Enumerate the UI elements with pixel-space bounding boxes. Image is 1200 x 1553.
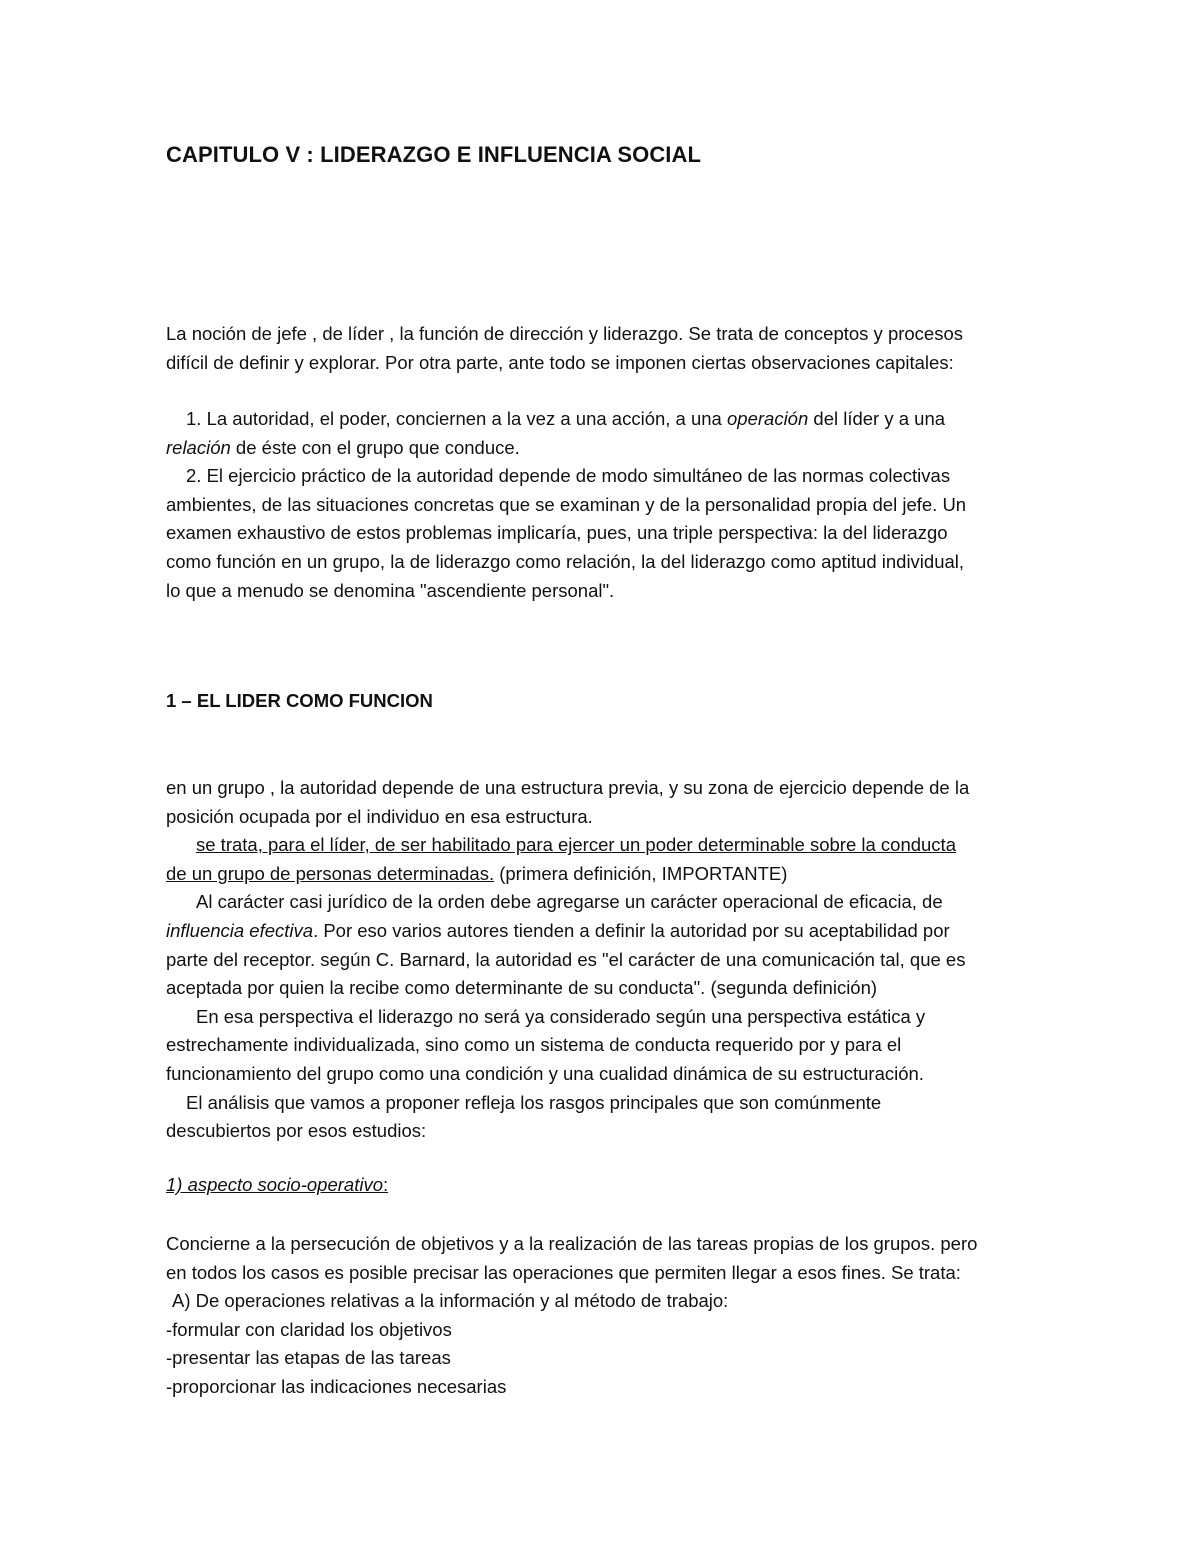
- section-1-p2-line-1: Al carácter casi jurídico de la orden debe agregarse un carácter operacional de eficacia, de: [196, 891, 943, 913]
- numbered-list: [166, 405, 1046, 605]
- list-item-2-line-1: 2. El ejercicio práctico de la autoridad depende de modo simultáneo de las normas colectivas: [186, 465, 951, 487]
- list-item-1-line-2: [166, 434, 1046, 463]
- list-item-1-text-2: de éste con el grupo que conduce.: [230, 436, 520, 458]
- definition-1-line-2: [166, 860, 1046, 889]
- subsection-p1-line-2: en todos los casos es posible precisar las operaciones que permiten llegar a esos fines. Se trata:: [166, 1261, 961, 1283]
- subsection-a-label: A) De operaciones relativas a la información y al método de trabajo:: [172, 1290, 729, 1312]
- intro-line-1: La noción de jefe , de líder , la función de dirección y liderazgo. Se trata de conceptos y procesos: [166, 323, 964, 344]
- list-item: -presentar las etapas de las tareas: [166, 1347, 451, 1369]
- definition-1-underlined: se trata, para el líder, de ser habilitado para ejercer un poder determinable sobre la conducta: [196, 834, 956, 856]
- subsection-heading-line: [166, 1171, 1046, 1200]
- section-1-p2-italic: influencia efectiva: [166, 919, 314, 941]
- section-1-p2-line-4: aceptada por quien la recibe como determinante de su conducta". (segunda definición): [166, 977, 878, 999]
- subsection-heading-colon: :: [382, 1174, 389, 1195]
- list-item-1-text-end: del líder y a una: [808, 408, 946, 429]
- section-1-p3-line-2: estrechamente individualizada, sino como un sistema de conducta requerido por y para el: [166, 1034, 902, 1056]
- list-item-2-line-2: ambientes, de las situaciones concretas que se examinan y de la personalidad propia del jefe. Un: [166, 493, 967, 515]
- definition-1-note: (primera definición, IMPORTANTE): [494, 862, 788, 884]
- section-1-p2-line-3: parte del receptor. según C. Barnard, la autoridad es "el carácter de una comunicación tal, que es: [166, 948, 966, 970]
- section-1-p2-text: . Por eso varios autores tienden a definir la autoridad por su aceptabilidad por: [313, 919, 950, 941]
- section-1-p2-line-2: [166, 917, 1046, 946]
- subsection-heading-text: 1) aspecto socio-operativo: [166, 1174, 383, 1195]
- subsection-1-body: [166, 1230, 1046, 1402]
- intro-line-2: difícil de definir y explorar. Por otra parte, ante todo se imponen ciertas observaciones capitales:: [166, 351, 954, 373]
- list-item: -proporcionar las indicaciones necesarias: [166, 1375, 507, 1397]
- section-heading: 1 – EL LIDER COMO FUNCION: [166, 690, 433, 711]
- list-item-1-line-1: [166, 405, 1046, 434]
- section-1-p3-line-3: funcionamiento del grupo como una condición y una cualidad dinámica de su estructuración.: [166, 1062, 924, 1084]
- list-item-2-line-3: examen exhaustivo de estos problemas implicaría, pues, una triple perspectiva: la del liderazgo: [166, 522, 948, 544]
- section-1-p3-line-1: En esa perspectiva el liderazgo no será ya considerado según una perspectiva estática y: [196, 1005, 926, 1027]
- subsection-heading: [166, 1171, 1046, 1200]
- intro-paragraph: [166, 320, 1046, 377]
- list-item: -formular con claridad los objetivos: [166, 1318, 452, 1340]
- list-item-1-italic-2: relación: [166, 436, 231, 458]
- section-1-p4-line-2: descubiertos por esos estudios:: [166, 1120, 427, 1142]
- section-1-p1-line-2: posición ocupada por el individuo en esa estructura.: [166, 805, 593, 827]
- definition-1-line-1: [166, 831, 1046, 860]
- chapter-title: CAPITULO V : LIDERAZGO E INFLUENCIA SOCIAL: [166, 142, 702, 167]
- section-1-p1-line-1: en un grupo , la autoridad depende de una estructura previa, y su zona de ejercicio depende de la: [166, 777, 970, 798]
- list-item-2-line-5: lo que a menudo se denomina "ascendiente personal".: [166, 579, 615, 601]
- section-1-body: [166, 774, 1046, 1146]
- definition-1-underlined-2: de un grupo de personas determinadas.: [166, 862, 495, 884]
- subsection-p1-line-1: Concierne a la persecución de objetivos y a la realización de las tareas propias de los grupos. pero: [166, 1233, 978, 1254]
- list-item-1-text: 1. La autoridad, el poder, conciernen a la vez a una acción, a una: [186, 408, 727, 429]
- list-item-2-line-4: como función en un grupo, la de liderazgo como relación, la del liderazgo como aptitud individual,: [166, 550, 965, 572]
- list-item-1-italic: operación: [727, 408, 809, 429]
- section-1-p4-line-1: El análisis que vamos a proponer refleja los rasgos principales que son comúnmente: [186, 1091, 882, 1113]
